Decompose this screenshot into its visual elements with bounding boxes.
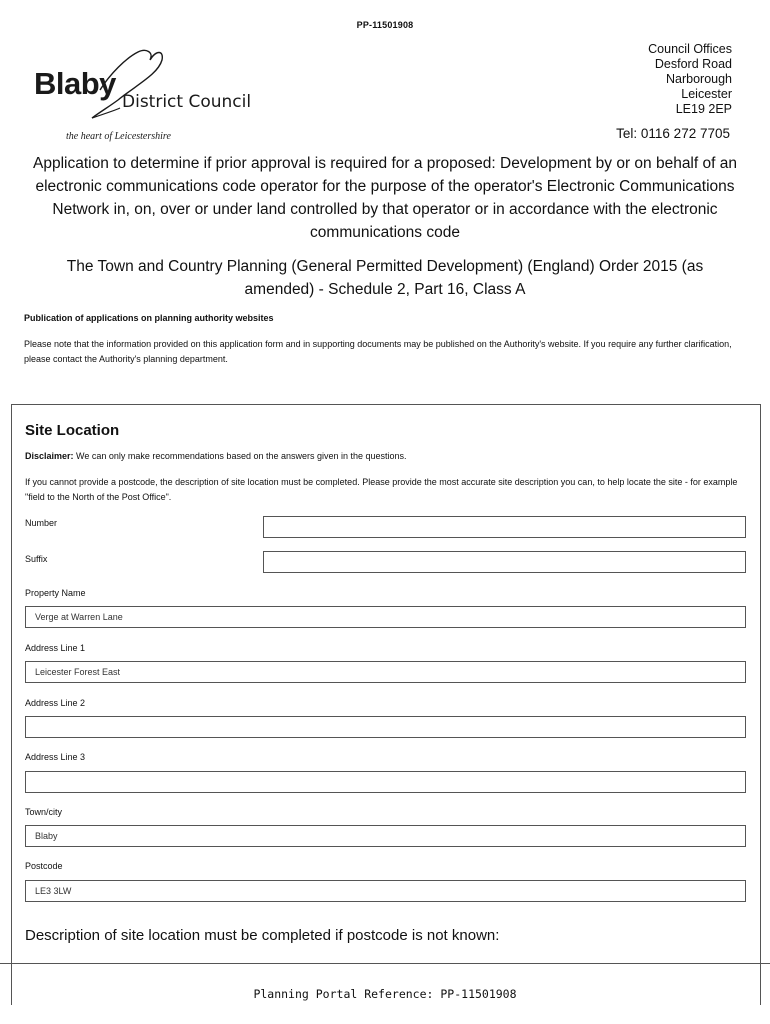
logo-council-name: District Council	[122, 92, 252, 112]
instructions: If you cannot provide a postcode, the description of site location must be completed. Please provide the most accurate site description you can, to help locate the site - for example "field to the North of the Post Office".	[25, 477, 738, 502]
property-name-field[interactable]: Verge at Warren Lane	[25, 606, 746, 628]
number-label: Number	[25, 518, 58, 528]
address-line-3-field[interactable]	[25, 771, 746, 793]
publication-heading: Publication of applications on planning authority websites	[24, 313, 274, 323]
council-logo	[30, 44, 280, 149]
address-line-3-label: Address Line 3	[25, 752, 86, 762]
suffix-label: Suffix	[25, 554, 48, 564]
site-location-section	[11, 404, 761, 1005]
logo-wordmark: Blaby	[34, 66, 116, 101]
number-field[interactable]	[263, 516, 746, 538]
postcode-field[interactable]: LE3 3LW	[25, 880, 746, 902]
logo-tagline: the heart of Leicestershire	[66, 131, 171, 142]
suffix-field[interactable]	[263, 551, 746, 573]
postcode-label: Postcode	[25, 861, 63, 871]
publication-text: Please note that the information provided on this application form and in supporting documents may be published on the Authority's website. If you require any further clarification, please contact the Authority's planning department.	[24, 339, 732, 364]
address-line-1-label: Address Line 1	[25, 643, 86, 653]
address-line: LE19 2EP	[675, 102, 732, 116]
footer-reference: Planning Portal Reference: PP-11501908	[253, 987, 517, 1001]
address-line-2-field[interactable]	[25, 716, 746, 738]
page-title: Application to determine if prior approval is required for a proposed: Development by or on behalf of an electronic communications code operator for the purpose of the operator's Electronic Communications Network in, on, over or under land controlled by that operator or in accordance with the electronic communications code	[33, 155, 737, 241]
town-city-field[interactable]: Blaby	[25, 825, 746, 847]
page-divider	[0, 963, 770, 964]
page-subtitle: The Town and Country Planning (General Permitted Development) (England) Order 2015 (as amended) - Schedule 2, Part 16, Class A	[66, 258, 704, 298]
telephone: Tel: 0116 272 7705	[616, 126, 730, 141]
reference-number: PP-11501908	[356, 20, 414, 30]
disclaimer-text: We can only make recommendations based on the answers given in the questions.	[73, 451, 407, 461]
disclaimer	[25, 451, 407, 461]
address-line: Desford Road	[654, 57, 732, 71]
section-title: Site Location	[25, 422, 120, 439]
address-line: Leicester	[681, 87, 732, 101]
town-city-label: Town/city	[25, 807, 63, 817]
description-heading: Description of site location must be completed if postcode is not known:	[25, 927, 500, 944]
address-line: Council Offices	[648, 42, 732, 56]
address-line-1-field[interactable]: Leicester Forest East	[25, 661, 746, 683]
address-line-2-label: Address Line 2	[25, 698, 86, 708]
council-address	[648, 42, 732, 117]
disclaimer-label: Disclaimer:	[25, 451, 74, 461]
address-line: Narborough	[665, 72, 732, 86]
property-name-label: Property Name	[25, 588, 86, 598]
